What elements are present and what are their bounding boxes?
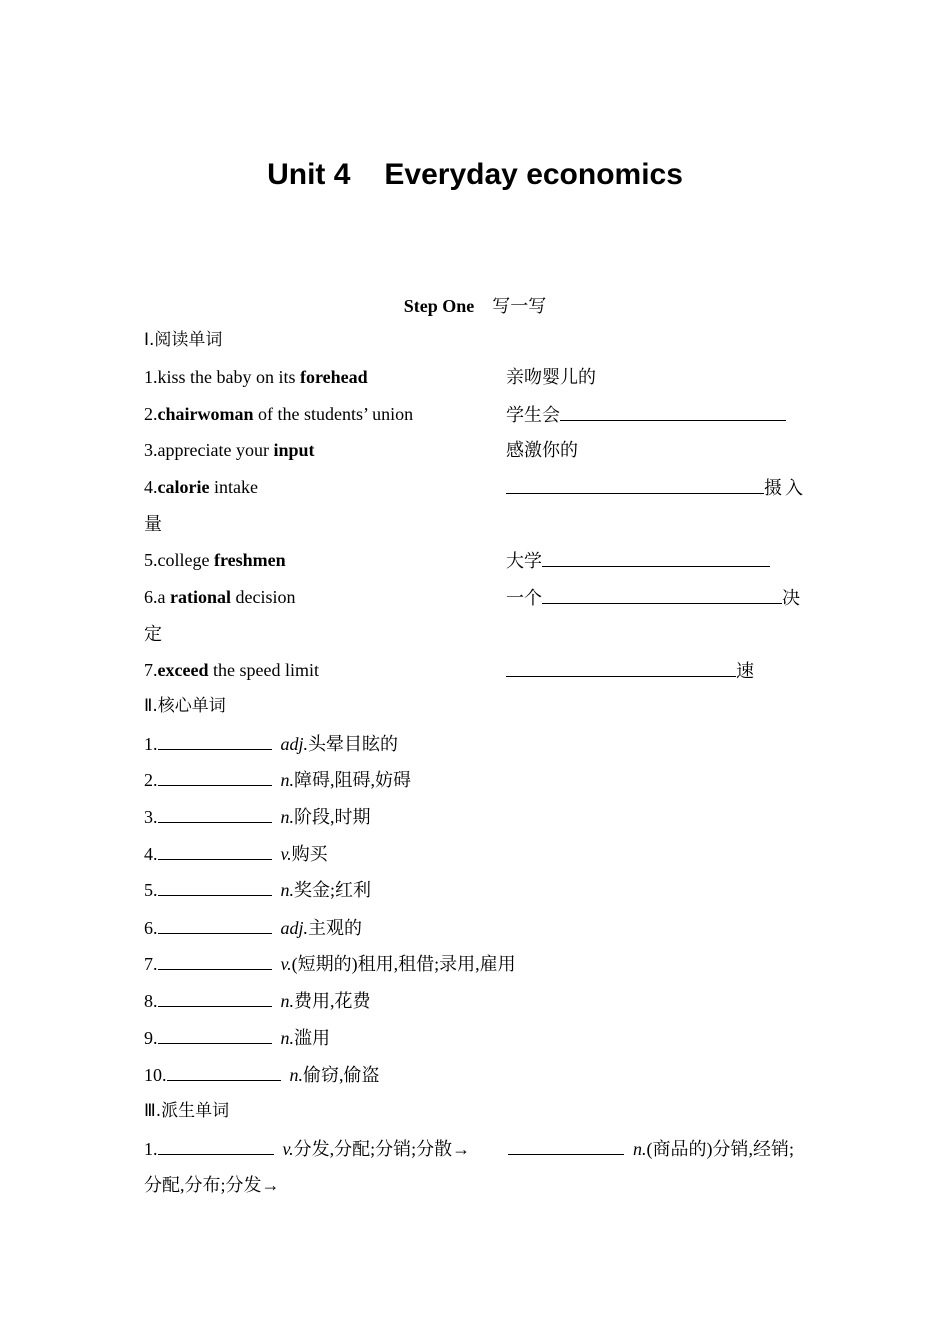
answer-blank[interactable] (158, 1025, 272, 1044)
list-item-translation: 速 (506, 658, 754, 682)
answer-blank[interactable] (542, 548, 770, 567)
answer-blank[interactable] (158, 804, 272, 823)
list-item: 5.college freshmen (144, 550, 286, 570)
unit-number: Unit 4 (267, 158, 351, 191)
section-3-heading: Ⅲ.派生单词 (144, 1101, 230, 1121)
answer-blank[interactable] (167, 1062, 281, 1081)
step-label: Step One (403, 296, 475, 316)
answer-blank[interactable] (158, 877, 272, 896)
list-item: 4. v.购买 (144, 841, 328, 865)
answer-blank[interactable] (158, 841, 272, 860)
list-item: 3. n.阶段,时期 (144, 804, 371, 828)
list-item-translation: 感激你的 (506, 440, 578, 460)
unit-name: Everyday economics (384, 158, 683, 191)
list-item: 2.chairwoman of the students’ union (144, 404, 414, 424)
answer-blank[interactable] (508, 1136, 624, 1155)
list-item-translation: 摄入 (506, 475, 806, 499)
answer-blank[interactable] (158, 951, 272, 970)
answer-blank[interactable] (560, 402, 786, 421)
list-item: 5. n.奖金;红利 (144, 877, 371, 901)
translation-wrap: 量 (144, 514, 162, 534)
list-item-translation: 大学 (506, 548, 770, 572)
answer-blank[interactable] (158, 1136, 274, 1155)
answer-blank[interactable] (158, 731, 272, 750)
list-item: 3.appreciate your input (144, 440, 315, 460)
page-title (0, 158, 950, 192)
answer-blank[interactable] (158, 767, 272, 786)
step-heading (0, 292, 950, 318)
list-item: 7. v.(短期的)租用,租借;录用,雇用 (144, 951, 516, 975)
list-item: 8. n.费用,花费 (144, 988, 371, 1012)
answer-blank[interactable] (506, 475, 764, 494)
list-item: 2. n.障碍,阻碍,妨碍 (144, 767, 411, 791)
step-cn: 写一写 (492, 296, 547, 316)
section-1-heading: Ⅰ.阅读单词 (144, 330, 223, 350)
section-2-heading: Ⅱ.核心单词 (144, 696, 226, 716)
list-item: 10. n.偷窃,偷盗 (144, 1062, 380, 1086)
list-item: 9. n.滥用 (144, 1025, 330, 1049)
answer-blank[interactable] (542, 585, 782, 604)
answer-blank[interactable] (506, 658, 736, 677)
list-item: 7.exceed the speed limit (144, 660, 319, 680)
translation-wrap: 定 (144, 624, 162, 644)
answer-blank[interactable] (158, 988, 272, 1007)
list-item-wrap: 分配,分布;分发→ (144, 1175, 280, 1195)
list-item: 6.a rational decision (144, 587, 296, 607)
list-item: 1.kiss the baby on its forehead (144, 367, 368, 387)
list-item-translation: 学生会 (506, 402, 786, 426)
list-item: 1. adj.头晕目眩的 (144, 731, 398, 755)
list-item: 6. adj.主观的 (144, 915, 362, 939)
list-item: 4.calorie intake (144, 477, 258, 497)
list-item: 1. v.分发,分配;分销;分散→ (144, 1136, 470, 1160)
list-item-continued: n.(商品的)分销,经销; (508, 1136, 794, 1160)
list-item-translation: 亲吻婴儿的 (506, 367, 596, 387)
answer-blank[interactable] (158, 915, 272, 934)
list-item-translation: 一个 决 (506, 585, 800, 609)
